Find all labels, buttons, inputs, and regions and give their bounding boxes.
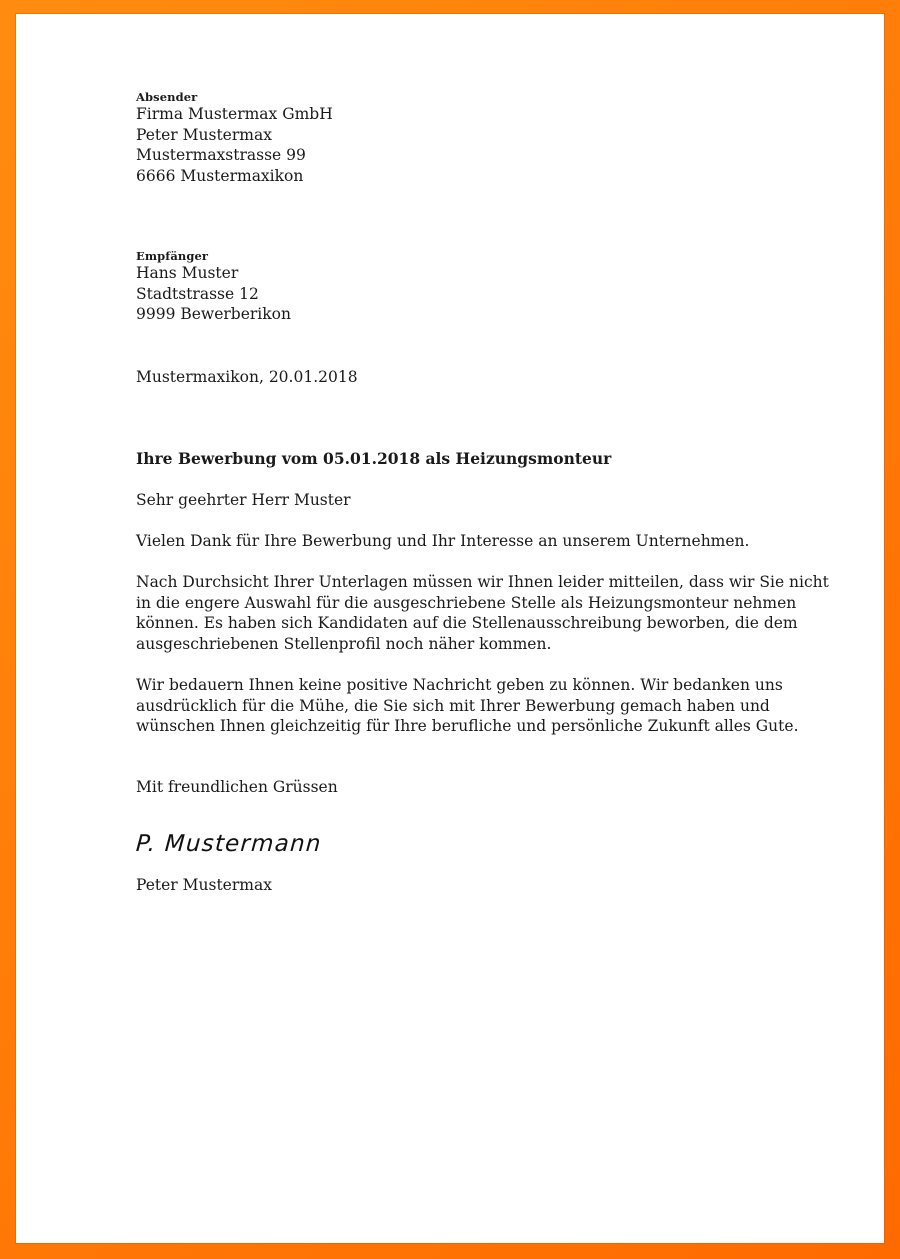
letter-page [16, 14, 884, 1243]
sender-line: 6666 Mustermaxikon [136, 166, 304, 185]
sender-line: Mustermaxstrasse 99 [136, 146, 306, 164]
sender-line: Firma Mustermax GmbH [136, 105, 333, 123]
paragraph-rejection [136, 572, 829, 654]
recipient-line: Hans Muster [136, 264, 239, 282]
sender-block [136, 90, 333, 186]
paragraph-line: wünschen Ihnen gleichzeitig für Ihre berufliche und persönliche Zukunft alles Gute. [136, 717, 799, 735]
sender-label: Absender [136, 90, 198, 104]
signer-name: Peter Mustermax [136, 876, 272, 894]
paragraph-line: können. Es haben sich Kandidaten auf die Stellenausschreibung beworben, die dem [136, 614, 798, 632]
paragraph-line: ausdrücklich für die Mühe, die Sie sich mit Ihrer Bewerbung gemach haben und [136, 696, 770, 715]
recipient-block [136, 249, 291, 325]
paragraph-line: ausgeschriebenen Stellenprofil noch näher kommen. [136, 634, 552, 653]
closing: Mit freundlichen Grüssen [136, 778, 338, 796]
paragraph-line: Wir bedauern Ihnen keine positive Nachricht geben zu können. Wir bedanken uns [136, 676, 783, 694]
recipient-line: Stadtstrasse 12 [136, 284, 259, 303]
handwritten-signature: P. Mustermann [135, 831, 323, 857]
paragraph-line: in die engere Auswahl für die ausgeschriebene Stelle als Heizungsmonteur nehmen [136, 593, 797, 612]
salutation: Sehr geehrter Herr Muster [136, 491, 351, 509]
paragraph-line: Nach Durchsicht Ihrer Unterlagen müssen wir Ihnen leider mitteilen, dass wir Sie nicht [136, 573, 829, 591]
recipient-line: 9999 Bewerberikon [136, 305, 291, 323]
paragraph-thanks: Vielen Dank für Ihre Bewerbung und Ihr Interesse an unserem Unternehmen. [136, 532, 750, 550]
paragraph-regret [136, 675, 799, 737]
sender-line: Peter Mustermax [136, 125, 272, 144]
subject-line: Ihre Bewerbung vom 05.01.2018 als Heizungsmonteur [136, 449, 612, 468]
recipient-label: Empfänger [136, 249, 209, 263]
date-line: Mustermaxikon, 20.01.2018 [136, 368, 358, 386]
